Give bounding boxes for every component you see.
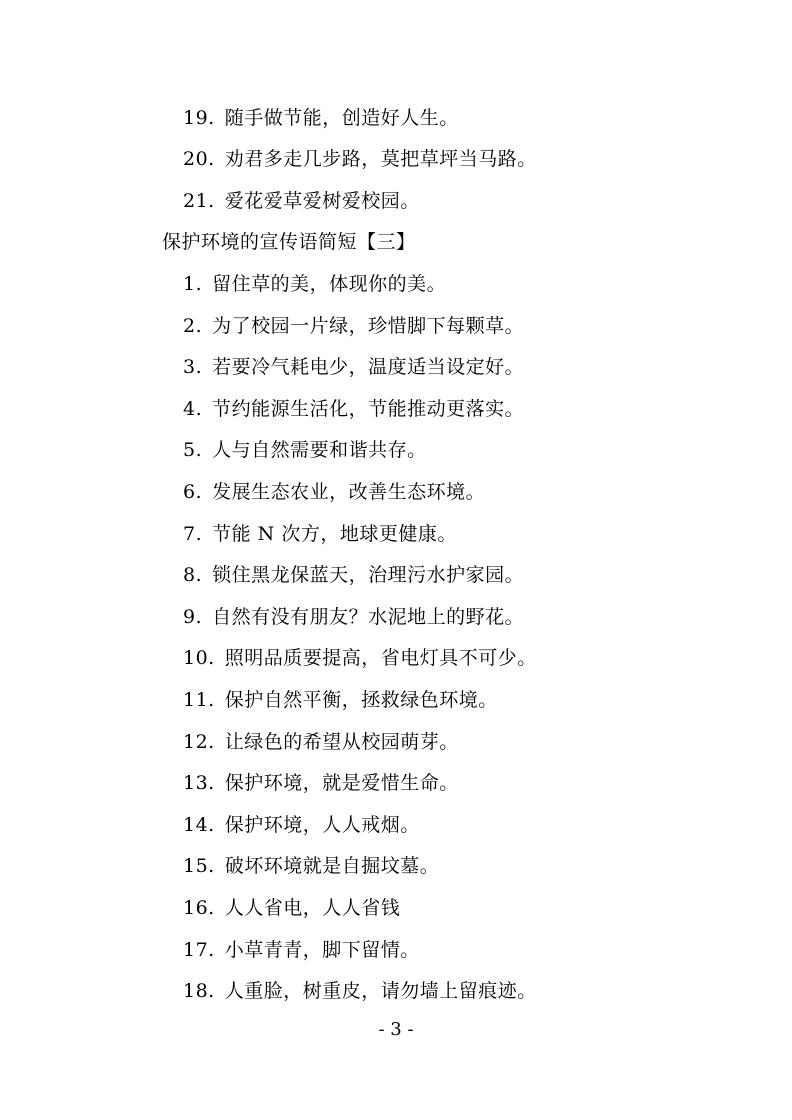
item-text: 节能 N 次方，地球更健康。 [212, 522, 457, 545]
list-item [183, 646, 537, 670]
item-text: 锁住黑龙保蓝天，治理污水护家园。 [212, 564, 525, 587]
item-text: 保护环境，人人戒烟。 [224, 813, 420, 836]
item-number: 18. [183, 980, 215, 1003]
item-number: 6. [183, 481, 203, 503]
list-item [183, 147, 537, 171]
item-number: 15. [183, 855, 215, 878]
item-number: 20. [183, 148, 215, 170]
list-item [183, 979, 537, 1003]
item-number: 14. [183, 813, 215, 836]
item-text: 自然有没有朋友？水泥地上的野花。 [212, 605, 525, 628]
item-number: 13. [183, 772, 215, 795]
list-item [183, 272, 446, 296]
item-number: 8. [183, 564, 203, 587]
section-heading: 保护环境的宣传语简短【三】 [162, 231, 416, 253]
list-item [183, 480, 485, 504]
list-item [183, 730, 459, 754]
item-number: 3. [183, 356, 203, 379]
item-number: 11. [183, 689, 215, 711]
item-text: 劝君多走几步路，莫把草坪当马路。 [224, 148, 537, 170]
list-item [183, 438, 427, 462]
list-item [183, 854, 439, 878]
item-text: 爱花爱草爱树爱校园。 [224, 190, 420, 212]
item-text: 人人省电，人人省钱 [224, 897, 401, 919]
item-number: 10. [183, 647, 215, 670]
item-text: 人重脸，树重皮，请勿墙上留痕迹。 [224, 980, 537, 1003]
item-number: 16. [183, 897, 215, 919]
item-number: 9. [183, 605, 203, 628]
item-number: 21. [183, 190, 215, 212]
list-item [183, 605, 524, 629]
list-item [183, 896, 400, 920]
list-item [183, 771, 459, 795]
item-number: 19. [183, 107, 215, 129]
item-number: 12. [183, 730, 215, 753]
item-number: 4. [183, 397, 203, 420]
item-number: 1. [183, 273, 203, 295]
list-item [183, 688, 498, 712]
item-number: 5. [183, 439, 203, 462]
list-item [183, 938, 420, 962]
item-text: 为了校园一片绿，珍惜脚下每颗草。 [212, 314, 525, 337]
item-number: 17. [183, 938, 215, 961]
list-item [183, 563, 524, 587]
list-item [183, 314, 524, 338]
list-item [183, 522, 457, 546]
item-text: 随手做节能，创造好人生。 [224, 107, 459, 129]
item-number: 7. [183, 522, 203, 545]
page-number: - 3 - [378, 1019, 414, 1040]
list-item [183, 189, 420, 213]
item-text: 保护自然平衡，拯救绿色环境。 [224, 689, 498, 711]
list-item [183, 397, 524, 421]
item-text: 人与自然需要和谐共存。 [212, 439, 427, 462]
item-text: 若要冷气耗电少，温度适当设定好。 [212, 356, 525, 379]
list-item [183, 355, 524, 379]
item-text: 小草青青，脚下留情。 [224, 938, 420, 961]
item-text: 照明品质要提高，省电灯具不可少。 [224, 647, 537, 670]
item-text: 留住草的美，体现你的美。 [212, 273, 447, 295]
item-text: 保护环境，就是爱惜生命。 [224, 772, 459, 795]
item-text: 破坏环境就是自掘坟墓。 [224, 855, 440, 878]
list-item [183, 106, 459, 130]
item-number: 2. [183, 314, 203, 337]
item-text: 让绿色的希望从校园萌芽。 [224, 730, 459, 753]
list-item [183, 813, 420, 837]
item-text: 节约能源生活化，节能推动更落实。 [212, 397, 525, 420]
item-text: 发展生态农业，改善生态环境。 [212, 481, 486, 503]
